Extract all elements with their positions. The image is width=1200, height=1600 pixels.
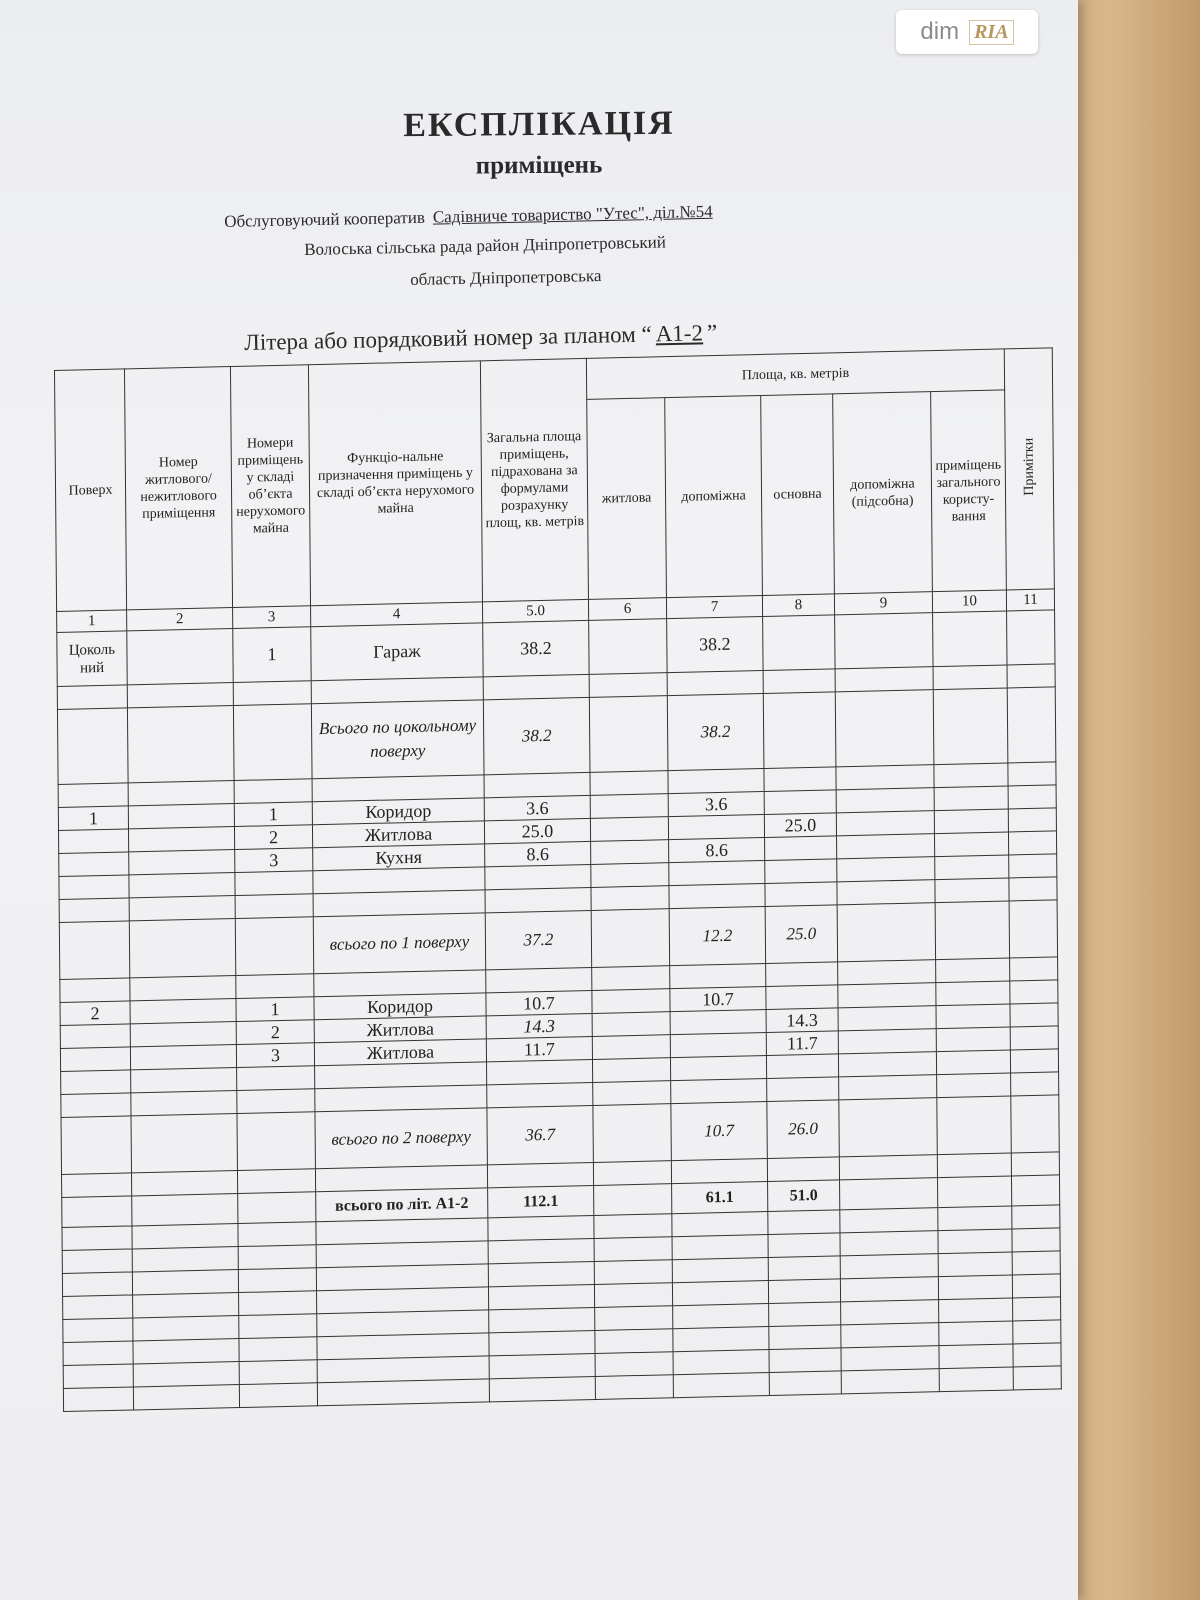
cell-aux: 38.2 <box>667 616 763 672</box>
header-premise-number: Номер житлового/ нежитлового приміщення <box>124 366 232 609</box>
cell-function: Гараж <box>311 623 483 681</box>
col-number: 1 <box>57 610 127 633</box>
explication-table-wrapper <box>54 347 1062 1412</box>
col-number: 8 <box>762 594 834 617</box>
cell-total: 38.2 <box>483 697 590 774</box>
cell-room: 2 <box>234 825 312 850</box>
cell-room: 1 <box>236 997 314 1022</box>
cell-aux: 38.2 <box>667 693 764 770</box>
cell-empty <box>127 629 233 685</box>
address-line-2: область Дніпропетровська <box>410 265 602 289</box>
header-notes-cell <box>1004 348 1054 590</box>
cell-total: 10.7 <box>486 990 592 1015</box>
header-floor: Поверх <box>55 369 127 612</box>
address-line-1: Волоська сільська рада район Дніпропетровський <box>304 232 667 259</box>
cell-room: 2 <box>236 1020 314 1045</box>
cell-main: 51.0 <box>768 1180 840 1212</box>
col-number: 11 <box>1006 589 1054 611</box>
header-main: основна <box>761 394 835 596</box>
cell-total: 38.2 <box>483 620 589 676</box>
cell-main: 11.7 <box>766 1031 838 1056</box>
cell-total: 37.2 <box>485 910 591 969</box>
litera-close-quote: ” <box>706 320 718 346</box>
cell-function: Всього по цокольному поверху <box>311 700 484 779</box>
cell-floor: 2 <box>60 1001 130 1026</box>
col-number: 4 <box>311 602 483 627</box>
cell-total: 14.3 <box>486 1013 592 1038</box>
cell-main: 26.0 <box>767 1100 839 1159</box>
cooperative-name: Садівниче товариство "Утес", діл.№54 <box>432 201 713 227</box>
document-title: ЕКСПЛІКАЦІЯ <box>403 104 675 145</box>
header-notes: Примітки <box>1021 437 1038 496</box>
col-number: 5.0 <box>482 599 588 622</box>
cell-function: всього по літ. А1-2 <box>316 1188 488 1222</box>
cell-aux: 3.6 <box>668 791 764 816</box>
document-subtitle: приміщень <box>475 151 603 180</box>
cell-aux: 12.2 <box>669 907 765 966</box>
cell-total: 11.7 <box>486 1036 592 1061</box>
cooperative-label: Обслуговуючий кооператив <box>224 207 426 231</box>
header-residential: житлова <box>587 398 667 600</box>
cell-function: Коридор <box>312 798 484 825</box>
cell-function: Коридор <box>314 993 486 1020</box>
col-number: 2 <box>127 608 233 631</box>
cell-room: 3 <box>235 848 313 873</box>
header-aux-subsidiary: допоміжна (підсобна) <box>833 392 933 594</box>
litera-line <box>244 320 717 356</box>
cell-room: 1 <box>233 627 311 683</box>
cell-total: 36.7 <box>487 1105 593 1164</box>
cell-function: Житлова <box>314 1039 486 1066</box>
col-number: 7 <box>666 595 762 618</box>
cell-function: всього по 1 поверху <box>313 913 485 974</box>
cell-aux: 10.7 <box>670 987 766 1012</box>
cell-total: 8.6 <box>485 841 591 866</box>
cell-room: 3 <box>236 1043 314 1068</box>
cell-main: 25.0 <box>765 905 837 964</box>
col-number: 3 <box>233 606 311 629</box>
cell-empty <box>589 619 667 675</box>
explication-table <box>54 347 1062 1412</box>
col-number: 9 <box>834 592 932 615</box>
dimria-watermark <box>896 10 1038 54</box>
cell-function: Житлова <box>312 821 484 848</box>
cell-main: 25.0 <box>764 813 836 838</box>
cell-total: 25.0 <box>484 818 590 843</box>
header-common-use: приміщень загального користу-вання <box>931 390 1007 592</box>
watermark-ria-logo: RIA <box>969 20 1013 45</box>
cell-total: 3.6 <box>484 795 590 820</box>
cell-aux: 8.6 <box>669 838 765 863</box>
cell-room: 1 <box>234 802 312 827</box>
cell-function: Кухня <box>313 844 485 871</box>
col-number: 10 <box>932 590 1006 613</box>
header-function: Функціо-нальне призначення приміщень у складі об’єкта нерухомого майна <box>308 361 482 606</box>
cell-total: 112.1 <box>488 1185 594 1217</box>
litera-label: Літера або порядковий номер за планом “ <box>244 321 652 355</box>
col-number: 6 <box>588 598 666 621</box>
header-auxiliary: допоміжна <box>665 395 763 597</box>
cell-main: 14.3 <box>766 1008 838 1033</box>
watermark-dim: dim <box>920 18 960 45</box>
header-area-group: Площа, кв. метрів <box>586 349 1004 399</box>
cell-aux: 10.7 <box>671 1102 767 1161</box>
cell-function: всього по 2 поверху <box>315 1108 487 1169</box>
header-room-number: Номери приміщень у складі об’єкта нерухомого майна <box>230 365 310 608</box>
cell-floor: Цоколь ний <box>57 631 127 687</box>
cell-aux: 61.1 <box>672 1182 768 1214</box>
litera-value: А1-2 <box>655 320 704 347</box>
cell-floor: 1 <box>58 806 128 831</box>
cell-function: Житлова <box>314 1016 486 1043</box>
cooperative-line <box>224 202 713 232</box>
header-total-area: Загальна площа приміщень, підрахована за формулами розрахунку площ, кв. метрів <box>480 358 588 601</box>
